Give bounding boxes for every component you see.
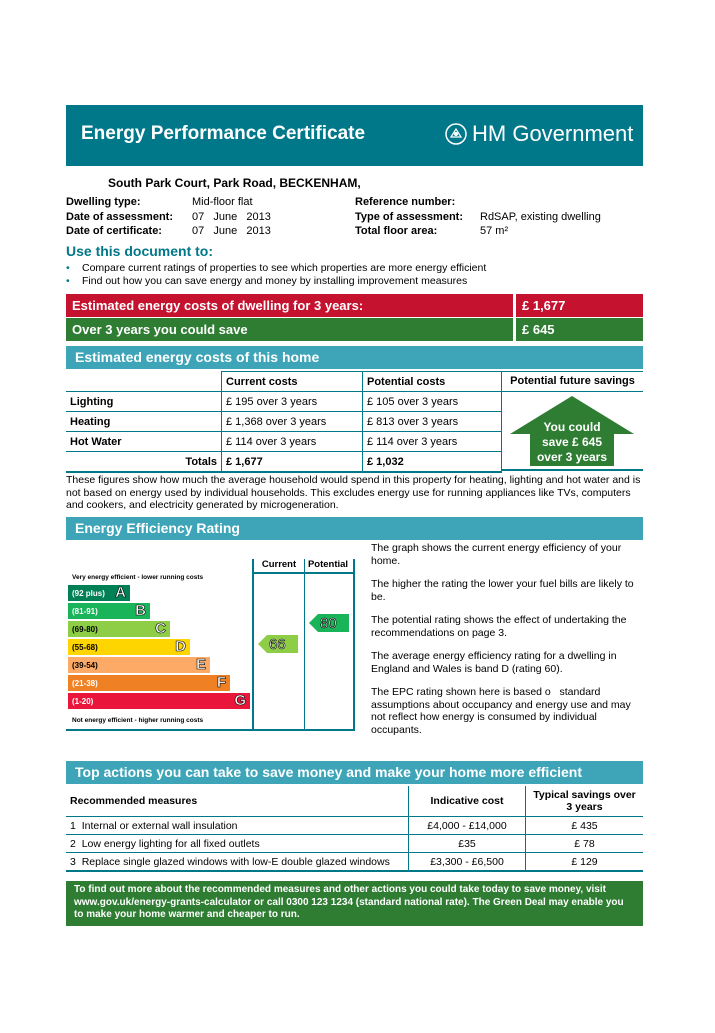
- floor-area-label: Total floor area:: [355, 225, 438, 237]
- row-potential: £ 105 over 3 years: [363, 392, 502, 412]
- rating-band-c: (69-80) C: [68, 621, 170, 637]
- measure-cell: 3 Replace single glazed windows with low-E double glazed windows: [66, 853, 409, 872]
- current-rating-value: 66: [269, 636, 286, 653]
- actions-section-heading: Top actions you can take to save money and make your home more efficient: [66, 761, 643, 784]
- measure-cell: 1 Internal or external wall insulation: [66, 817, 409, 835]
- bottom-note: Not energy efficient - higher running costs: [72, 717, 204, 724]
- table-row: [66, 853, 643, 872]
- rating-chart: [66, 559, 355, 731]
- page-title: Energy Performance Certificate: [81, 123, 366, 144]
- row-label: Lighting: [66, 392, 222, 412]
- certificate-date-label: Date of certificate:: [66, 225, 162, 237]
- col-savings: Potential future savings: [502, 372, 643, 392]
- bullet-item: • Compare current ratings of properties to see which properties are more energy efficient: [66, 262, 486, 275]
- assessment-date: 07 June 2013: [192, 210, 271, 223]
- cost-cell: £4,000 - £14,000: [409, 817, 526, 835]
- details-right: [355, 196, 601, 240]
- bullet-item: • Find out how you can save energy and money by installing improvement measures: [66, 275, 486, 288]
- explanation-paragraph: The graph shows the current energy efficiency of your home.: [371, 542, 622, 567]
- cost-band-label: Estimated energy costs of dwelling for 3 years:: [66, 294, 513, 317]
- efficiency-section-heading: Energy Efficiency Rating: [66, 517, 643, 540]
- col-current: Current costs: [222, 372, 363, 392]
- explanation-paragraph: The higher the rating the lower your fuel bills are likely to be.: [371, 578, 634, 603]
- save-band-value: £ 645: [516, 318, 643, 341]
- certificate-date: 07 June 2013: [192, 225, 271, 237]
- savings-panel: [502, 371, 643, 471]
- col-measures: Recommended measures: [66, 786, 409, 817]
- row-current: £ 1,368 over 3 years: [222, 412, 363, 432]
- col-potential-label: Potential: [303, 559, 353, 574]
- col-cost: Indicative cost: [409, 786, 526, 817]
- savings-arrow-text: You could save £ 645 over 3 years: [536, 420, 608, 464]
- potential-rating-value: 80: [320, 615, 337, 632]
- rating-band-b: (81-91) B: [68, 603, 150, 619]
- totals-potential: £ 1,032: [363, 452, 502, 473]
- footer-note: To find out more about the recommended measures and other actions you could take today to save money, visit www.gov.uk/energy-grants-calculator or call 0300 123 1234 (standard national rate). The Green Deal may enable you to make your home warmer and cheaper to run.: [66, 881, 643, 926]
- use-doc-heading: Use this document to:: [66, 243, 214, 259]
- property-address: South Park Court, Park Road, BECKENHAM,: [108, 176, 361, 190]
- costs-section-heading: Estimated energy costs of this home: [66, 346, 643, 369]
- totals-label: Totals: [66, 452, 222, 473]
- measure-cell: 2 Low energy lighting for all fixed outlets: [66, 835, 409, 853]
- crest-icon: [444, 122, 468, 146]
- reference-label: Reference number:: [355, 196, 456, 208]
- totals-row: [66, 452, 502, 473]
- col-potential: Potential costs: [363, 372, 502, 392]
- details-left: [66, 196, 271, 240]
- explanation-paragraph: The average energy efficiency rating for a dwelling in England and Wales is band D (rating 60).: [371, 650, 617, 675]
- dwelling-type: Mid-floor flat: [192, 196, 253, 208]
- costs-note: These figures show how much the average household would spend in this property for heating, lighting and hot water and is not based on energy used by individual households. This excludes energy use for running appliances like TVs, computers and cookers, and electricity generated by microgeneration.: [66, 474, 641, 511]
- saving-cell: £ 129: [526, 853, 644, 872]
- row-current: £ 195 over 3 years: [222, 392, 363, 412]
- rating-band-g: (1-20) G: [68, 693, 250, 709]
- table-row: [66, 392, 502, 412]
- totals-current: £ 1,677: [222, 452, 363, 473]
- row-potential: £ 114 over 3 years: [363, 432, 502, 452]
- table-row: [66, 432, 502, 452]
- table-row: [66, 412, 502, 432]
- assessment-type: RdSAP, existing dwelling: [480, 210, 601, 223]
- assessment-type-label: Type of assessment:: [355, 210, 464, 223]
- row-potential: £ 813 over 3 years: [363, 412, 502, 432]
- rating-band-a: (92 plus) A: [68, 585, 130, 601]
- dwelling-type-label: Dwelling type:: [66, 196, 141, 208]
- row-label: Hot Water: [66, 432, 222, 452]
- col-typical-savings: Typical savings over 3 years: [526, 786, 644, 817]
- brand-name: HM Government: [472, 121, 634, 146]
- potential-column: [303, 559, 355, 729]
- assessment-date-label: Date of assessment:: [66, 210, 173, 223]
- save-band-label: Over 3 years you could save: [66, 318, 513, 341]
- row-current: £ 114 over 3 years: [222, 432, 363, 452]
- table-row: [66, 835, 643, 853]
- rating-band-d: (55-68) D: [68, 639, 190, 655]
- cost-band-value: £ 1,677: [516, 294, 643, 317]
- actions-table: [66, 786, 643, 872]
- rating-band-e: (39-54) E: [68, 657, 210, 673]
- use-doc-bullets: [66, 262, 486, 288]
- top-note: Very energy efficient - lower running costs: [72, 574, 204, 581]
- table-row: [66, 817, 643, 835]
- explanation-paragraph: The potential rating shows the effect of undertaking the recommendations on page 3.: [371, 614, 627, 639]
- saving-cell: £ 78: [526, 835, 644, 853]
- header-banner: [66, 105, 643, 166]
- efficiency-explanation: [371, 542, 643, 747]
- costs-table: [66, 371, 502, 473]
- cost-cell: £35: [409, 835, 526, 853]
- cost-cell: £3,300 - £6,500: [409, 853, 526, 872]
- explanation-paragraph: The EPC rating shown here is based o standard assumptions about occupancy and energy use and may not reflect how energy is consumed by individual occupants.: [371, 686, 634, 736]
- row-label: Heating: [66, 412, 222, 432]
- rating-band-f: (21-38) F: [68, 675, 230, 691]
- saving-cell: £ 435: [526, 817, 644, 835]
- floor-area: 57 m²: [480, 225, 509, 237]
- col-current-label: Current: [254, 559, 304, 574]
- brand: [444, 121, 633, 147]
